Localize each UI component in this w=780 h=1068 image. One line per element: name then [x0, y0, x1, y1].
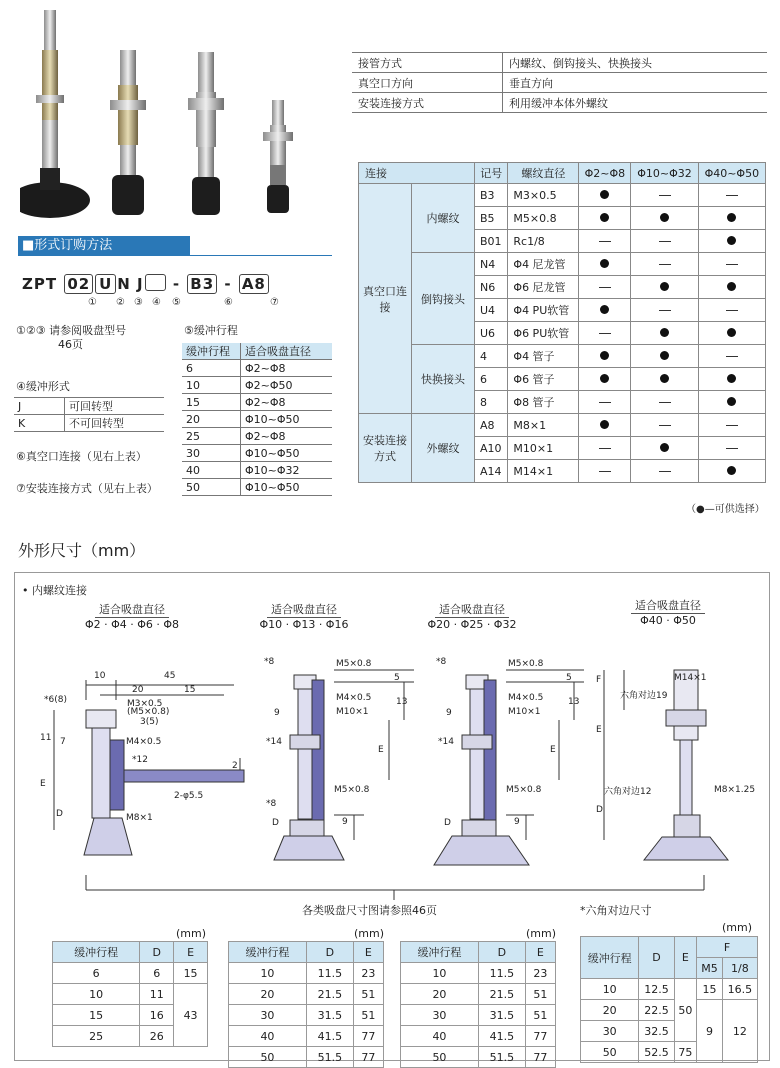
table-row: 倒钩接头 N4 Φ4 尼龙管 [359, 253, 766, 276]
unavailable-dash-icon [659, 425, 671, 426]
dimension-label: 9 [514, 817, 520, 827]
dimension-label: M5×0.8 [506, 785, 542, 795]
note-123-page: 46页 [58, 338, 83, 351]
dimension-label: *14 [266, 737, 282, 747]
drawing-1-header: 适合吸盘直径 Φ2 · Φ4 · Φ6 · Φ8 [84, 603, 180, 631]
dimension-label: 15 [184, 685, 196, 695]
code-part-2: U [95, 274, 116, 294]
available-dot-icon [660, 374, 669, 383]
unavailable-dash-icon [659, 310, 671, 311]
table-row: 15 16 [53, 1005, 208, 1026]
table-row: 50 52.5 75 [581, 1042, 758, 1063]
table-row: 20 22.5 9 12 [581, 1000, 758, 1021]
available-dot-icon [660, 443, 669, 452]
dimension-label: 3(5) [140, 717, 159, 727]
table-row: 快换接头 4 Φ4 管子 [359, 345, 766, 368]
available-dot-icon [660, 351, 669, 360]
table-row: 50 51.5 77 [401, 1047, 556, 1068]
unavailable-dash-icon [726, 448, 738, 449]
dimension-label: M3×0.5 [127, 699, 163, 709]
unavailable-dash-icon [599, 333, 611, 334]
available-dot-icon [600, 351, 609, 360]
note-5: ⑤缓冲行程 [184, 324, 238, 337]
table-row: 15 Φ2~Φ8 [182, 394, 332, 411]
table-row: 20 Φ10~Φ50 [182, 411, 332, 428]
dimension-label: D [56, 809, 63, 819]
table-row: 30 32.5 [581, 1021, 758, 1042]
dimension-label: D [444, 818, 451, 828]
dimension-label: 9 [274, 708, 280, 718]
drawing-4-header: 适合吸盘直径 Φ40 · Φ50 [608, 597, 728, 627]
dim-table-4: 缓冲行程 D E F M5 1/8 10 12.5 50 15 16.5 20 22.5 9 12 30 32.5 50 52.5 75 [580, 936, 758, 1063]
table-row: 40 41.5 77 [401, 1026, 556, 1047]
code-part-3: N [117, 275, 131, 293]
dimension-label: 六角对边12 [604, 787, 652, 797]
table-row: 10 11.5 23 [229, 963, 384, 984]
dimension-label: 5 [394, 673, 400, 683]
dimension-label: M4×0.5 [336, 693, 372, 703]
dimension-label: *8 [436, 657, 447, 667]
table-row: 安装连接方式 利用缓冲本体外螺纹 [352, 93, 767, 113]
caption-center: 各类吸盘尺寸图请参照46页 [302, 904, 437, 917]
dimension-label: M8×1.25 [714, 785, 756, 795]
dim-table-3: 缓冲行程 D E 10 11.5 23 20 21.5 51 30 31.5 51 40 41.5 77 50 51.5 77 [400, 941, 556, 1068]
table-row: U6 Φ6 PU软管 [359, 322, 766, 345]
note-123: ①②③ 请参阅吸盘型号 [16, 324, 127, 337]
code-part-7: A8 [239, 274, 269, 294]
dimension-label: 11 [40, 733, 52, 743]
dimension-label: 7 [60, 737, 66, 747]
table-row: N6 Φ6 尼龙管 [359, 276, 766, 299]
inner-thread-label: • 内螺纹连接 [22, 584, 87, 597]
unavailable-dash-icon [599, 287, 611, 288]
available-dot-icon [727, 397, 736, 406]
code-part-6: B3 [187, 274, 217, 294]
table-row: 30 31.5 51 [401, 1005, 556, 1026]
unavailable-dash-icon [659, 195, 671, 196]
dimension-label: *8 [266, 799, 277, 809]
dim-table-1: 缓冲行程 D E 6 6 15 10 11 43 15 16 25 26 [52, 941, 208, 1047]
dimension-label: E [596, 725, 602, 735]
unavailable-dash-icon [659, 264, 671, 265]
code-part-4: J [137, 275, 144, 293]
table-row: 真空口连接 内螺纹 B3 M3×0.5 [359, 184, 766, 207]
available-dot-icon [660, 282, 669, 291]
dimension-label: 10 [94, 671, 106, 681]
buffer-form-table [14, 397, 164, 432]
spec-table [352, 52, 767, 113]
unavailable-dash-icon [726, 425, 738, 426]
table-row: U4 Φ4 PU软管 [359, 299, 766, 322]
dimension-label: *12 [132, 755, 148, 765]
dimension-label: M10×1 [336, 707, 369, 717]
dimension-label: 13 [568, 697, 580, 707]
unavailable-dash-icon [659, 241, 671, 242]
table-row: A10 M10×1 [359, 437, 766, 460]
mm-label-3: (mm) [526, 927, 557, 940]
unavailable-dash-icon [659, 471, 671, 472]
model-code: ZPT 02 U N J - B3 - A8 [22, 274, 270, 294]
table-row: J 可回转型 [14, 398, 164, 415]
available-dot-icon [727, 213, 736, 222]
mm-label-4: (mm) [722, 921, 753, 934]
table-row: 50 Φ10~Φ50 [182, 479, 332, 496]
table-row: 安装连接方式 外螺纹 A8 M8×1 [359, 414, 766, 437]
technical-drawings [14, 640, 768, 900]
available-dot-icon [660, 328, 669, 337]
legend-note: （●—可供选择） [686, 504, 765, 515]
table-row: 10 11.5 23 [401, 963, 556, 984]
dimension-label: M4×0.5 [126, 737, 162, 747]
table-row: A14 M14×1 [359, 460, 766, 483]
unavailable-dash-icon [599, 448, 611, 449]
dimension-label: M5×0.8 [508, 659, 544, 669]
dimension-label: E [378, 745, 384, 755]
table-row: 10 12.5 50 15 16.5 [581, 979, 758, 1000]
stroke-table: 缓冲行程 适合吸盘直径 6 Φ2~Φ8 10 Φ2~Φ50 15 Φ2~Φ8 20 Φ10~Φ50 25 Φ2~Φ8 30 Φ10~Φ50 40 Φ10~Φ32 50 Φ10~Φ50 [182, 343, 332, 496]
mm-label-2: (mm) [354, 927, 385, 940]
outline-title: 外形尺寸（mm） [18, 541, 146, 560]
order-method-line [186, 255, 332, 256]
available-dot-icon [600, 420, 609, 429]
table-row: 8 Φ8 管子 [359, 391, 766, 414]
available-dot-icon [727, 236, 736, 245]
table-row: 50 51.5 77 [229, 1047, 384, 1068]
available-dot-icon [600, 305, 609, 314]
drawing-2-header: 适合吸盘直径 Φ10 · Φ13 · Φ16 [259, 603, 349, 631]
available-dot-icon [727, 466, 736, 475]
note-7: ⑦安装连接方式（见右上表） [16, 482, 158, 495]
table-row: 30 31.5 51 [229, 1005, 384, 1026]
dimension-label: *6(8) [44, 695, 67, 705]
dimension-label: (M5×0.8) [127, 707, 170, 717]
available-dot-icon [600, 374, 609, 383]
dimension-label: 13 [396, 697, 408, 707]
drawing-3-header: 适合吸盘直径 Φ20 · Φ25 · Φ32 [427, 603, 517, 631]
dimension-label: 20 [132, 685, 144, 695]
connection-table: 连接 记号 螺纹直径 Φ2~Φ8 Φ10~Φ32 Φ40~Φ50 真空口连接 内螺纹 B3 M3×0.5 B5 M5×0.8 B01 Rc1/8 倒钩接头 N4 Φ4 尼龙管 N6 Φ6 尼龙管 U4 Φ4 PU软管 U6 Φ6 PU软管 快换接头 4 Φ4 管子 6 Φ6 管子 8 Φ8 管子 安装连接方式 外螺纹 A8 M8×1 A10 M10×1 A14 M14×1 [358, 162, 766, 483]
dimension-label: M5×0.8 [336, 659, 372, 669]
available-dot-icon [727, 374, 736, 383]
dimension-label: M10×1 [508, 707, 541, 717]
dimension-label: 9 [446, 708, 452, 718]
dimension-label: 六角对边19 [620, 691, 668, 701]
dimension-label: M14×1 [674, 673, 707, 683]
table-row: 25 26 [53, 1026, 208, 1047]
table-row: 30 Φ10~Φ50 [182, 445, 332, 462]
dimension-label: D [596, 805, 603, 815]
dim-table-2: 缓冲行程 D E 10 11.5 23 20 21.5 51 30 31.5 51 40 41.5 77 50 51.5 77 [228, 941, 384, 1068]
available-dot-icon [600, 213, 609, 222]
unavailable-dash-icon [726, 356, 738, 357]
dimension-label: M5×0.8 [334, 785, 370, 795]
table-row: 10 Φ2~Φ50 [182, 377, 332, 394]
unavailable-dash-icon [659, 402, 671, 403]
table-row: 6 Φ2~Φ8 [182, 360, 332, 377]
dimension-label: F [596, 675, 602, 685]
dimension-label: 45 [164, 671, 176, 681]
table-row: 真空口方向 垂直方向 [352, 73, 767, 93]
dimension-label: M4×0.5 [508, 693, 544, 703]
table-row: K 不可回转型 [14, 415, 164, 432]
dimension-label: *14 [438, 737, 454, 747]
dimension-label: 2 [232, 761, 238, 771]
table-row: B01 Rc1/8 [359, 230, 766, 253]
code-part-5 [145, 274, 166, 291]
header-square-icon: ■ [22, 238, 35, 253]
unavailable-dash-icon [599, 471, 611, 472]
dimension-label: E [40, 779, 46, 789]
table-row: B5 M5×0.8 [359, 207, 766, 230]
unavailable-dash-icon [599, 241, 611, 242]
table-row: 20 21.5 51 [401, 984, 556, 1005]
unavailable-dash-icon [599, 402, 611, 403]
dimension-label: 5 [566, 673, 572, 683]
dimension-label: 9 [342, 817, 348, 827]
available-dot-icon [727, 282, 736, 291]
table-row: 40 Φ10~Φ32 [182, 462, 332, 479]
dimension-label: E [550, 745, 556, 755]
caption-right: *六角对边尺寸 [580, 904, 652, 917]
table-row: 20 21.5 51 [229, 984, 384, 1005]
table-row: 接管方式 内螺纹、倒钩接头、快换接头 [352, 53, 767, 73]
product-photo [20, 0, 330, 228]
dimension-label: D [272, 818, 279, 828]
table-row: 25 Φ2~Φ8 [182, 428, 332, 445]
available-dot-icon [600, 259, 609, 268]
available-dot-icon [727, 328, 736, 337]
note-4: ④缓冲形式 [16, 380, 70, 393]
table-row: 6 Φ6 管子 [359, 368, 766, 391]
dimension-label: 2-φ5.5 [174, 791, 204, 801]
code-part-1: 02 [64, 274, 93, 294]
available-dot-icon [660, 213, 669, 222]
order-method-header: ■形式订购方法 [18, 236, 190, 256]
dimension-label: *8 [264, 657, 275, 667]
available-dot-icon [600, 190, 609, 199]
dimension-label: M8×1 [126, 813, 153, 823]
unavailable-dash-icon [726, 195, 738, 196]
table-row: 10 11 43 [53, 984, 208, 1005]
table-row: 6 6 15 [53, 963, 208, 984]
mm-label-1: (mm) [176, 927, 207, 940]
table-row: 40 41.5 77 [229, 1026, 384, 1047]
unavailable-dash-icon [726, 264, 738, 265]
note-6: ⑥真空口连接（见右上表） [16, 450, 147, 463]
unavailable-dash-icon [726, 310, 738, 311]
